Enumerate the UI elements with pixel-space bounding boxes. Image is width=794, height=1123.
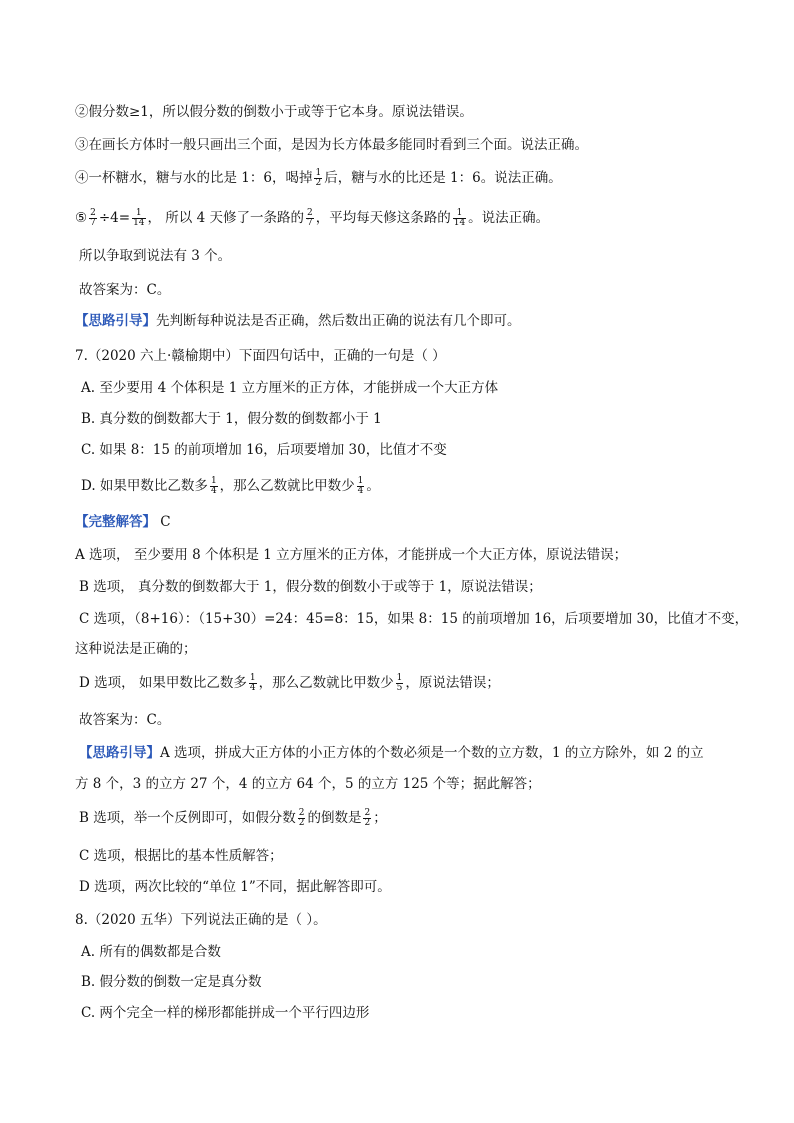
option-b: B. 真分数的倒数都大于 1，假分数的倒数都小于 1	[81, 411, 382, 427]
hint2-line2: 方 8 个，3 的立方 27 个，4 的立方 64 个，5 的立方 125 个等；据此解答；	[75, 776, 541, 792]
hint2-line1: 【思路引导】A 选项，拼成大正方体的小正方体的个数必须是一个数的立方数，1 的立方除外，如 2 的立	[79, 745, 704, 761]
fraction: $\frac{1}{4}$	[357, 476, 364, 496]
solution-c-line2: 这种说法是正确的；	[75, 641, 197, 657]
hint-tag: 【思路引导】	[79, 745, 160, 761]
option-c: C. 两个完全一样的梯形都能拼成一个平行四边形	[81, 1005, 370, 1021]
answer-line: 故答案为：C。	[79, 712, 171, 728]
option-a: A. 至少要用 4 个体积是 1 立方厘米的正方体，才能拼成一个大正方体	[81, 380, 499, 396]
hint-block: 【思路引导】先判断每种说法是否正确，然后数出正确的说法有几个即可。	[75, 313, 521, 329]
solution-d: D 选项， 如果甲数比乙数多 $\frac{1}{4}$ ，那么乙数就比甲数少 $\frac{1}{5}$ ，原说法错误；	[79, 673, 500, 693]
full-answer-tag: 【完整解答】	[75, 514, 156, 530]
question-8-stem: 8.（2020 五华）下列说法正确的是（ ）。	[75, 912, 327, 928]
statement-4: ④一杯糖水，糖与水的比是 1：6，喝掉 $\frac{1}{2}$ 后，糖与水的比还是 1：6。说法正确。	[75, 168, 562, 188]
fraction: $\frac{1}{14}$	[453, 208, 466, 228]
question-7-stem: 7.（2020 六上·赣榆期中）下面四句话中，正确的一句是（ ）	[75, 348, 446, 364]
hint-tag: 【思路引导】	[75, 313, 156, 329]
option-c: C. 如果 8：15 的前项增加 16，后项要增加 30，比值才不变	[81, 442, 447, 458]
fraction: $\frac{2}{2}$	[298, 808, 305, 828]
option-d: D. 如果甲数比乙数多 $\frac{1}{4}$ ，那么乙数就比甲数少 $\frac{1}{4}$ 。	[81, 476, 380, 496]
conclusion: 所以争取到说法有 3 个。	[79, 248, 232, 264]
solution-b: B 选项， 真分数的倒数都大于 1，假分数的倒数小于或等于 1，原说法错误；	[79, 579, 542, 595]
full-answer-header: 【完整解答】 C	[75, 514, 171, 530]
statement-2: ②假分数≥1，所以假分数的倒数小于或等于它本身。原说法错误。	[75, 104, 473, 120]
option-a: A. 所有的偶数都是合数	[81, 944, 221, 960]
fraction: $\frac{1}{2}$	[315, 168, 322, 188]
solution-c-line1: C 选项，（8+16）：（15+30）=24：45=8：15，如果 8：15 的前项增加 16，后项要增加 30，比值才不变，	[79, 611, 749, 627]
option-b: B. 假分数的倒数一定是真分数	[81, 974, 262, 990]
hint2-c: C 选项，根据比的基本性质解答；	[79, 848, 283, 864]
hint2-d: D 选项，两次比较的“单位 1”不同，据此解答即可。	[79, 879, 391, 895]
solution-a: A 选项， 至少要用 8 个体积是 1 立方厘米的正方体，才能拼成一个大正方体，原说法错误；	[75, 547, 628, 563]
statement-5: ⑤ $\frac{2}{7}$ ÷4= $\frac{1}{14}$ ， 所以 4 天修了一条路的 $\frac{2}{7}$ ，平均每天修这条路的 $\frac{1}{14}$ 。说法正确。	[75, 208, 550, 228]
fraction: $\frac{1}{14}$	[133, 208, 145, 228]
answer-line: 故答案为：C。	[79, 282, 171, 298]
fraction: $\frac{1}{4}$	[210, 476, 217, 496]
fraction: $\frac{1}{5}$	[396, 673, 403, 693]
hint2-b: B 选项，举一个反例即可，如假分数 $\frac{2}{2}$ 的倒数是 $\frac{2}{2}$ ；	[79, 808, 387, 828]
fraction: $\frac{1}{4}$	[249, 673, 256, 693]
statement-3: ③在画长方体时一般只画出三个面，是因为长方体最多能同时看到三个面。说法正确。	[75, 137, 588, 153]
fraction: $\frac{2}{7}$	[306, 208, 313, 228]
fraction: $\frac{2}{2}$	[364, 808, 371, 828]
fraction: $\frac{2}{7}$	[90, 208, 96, 228]
